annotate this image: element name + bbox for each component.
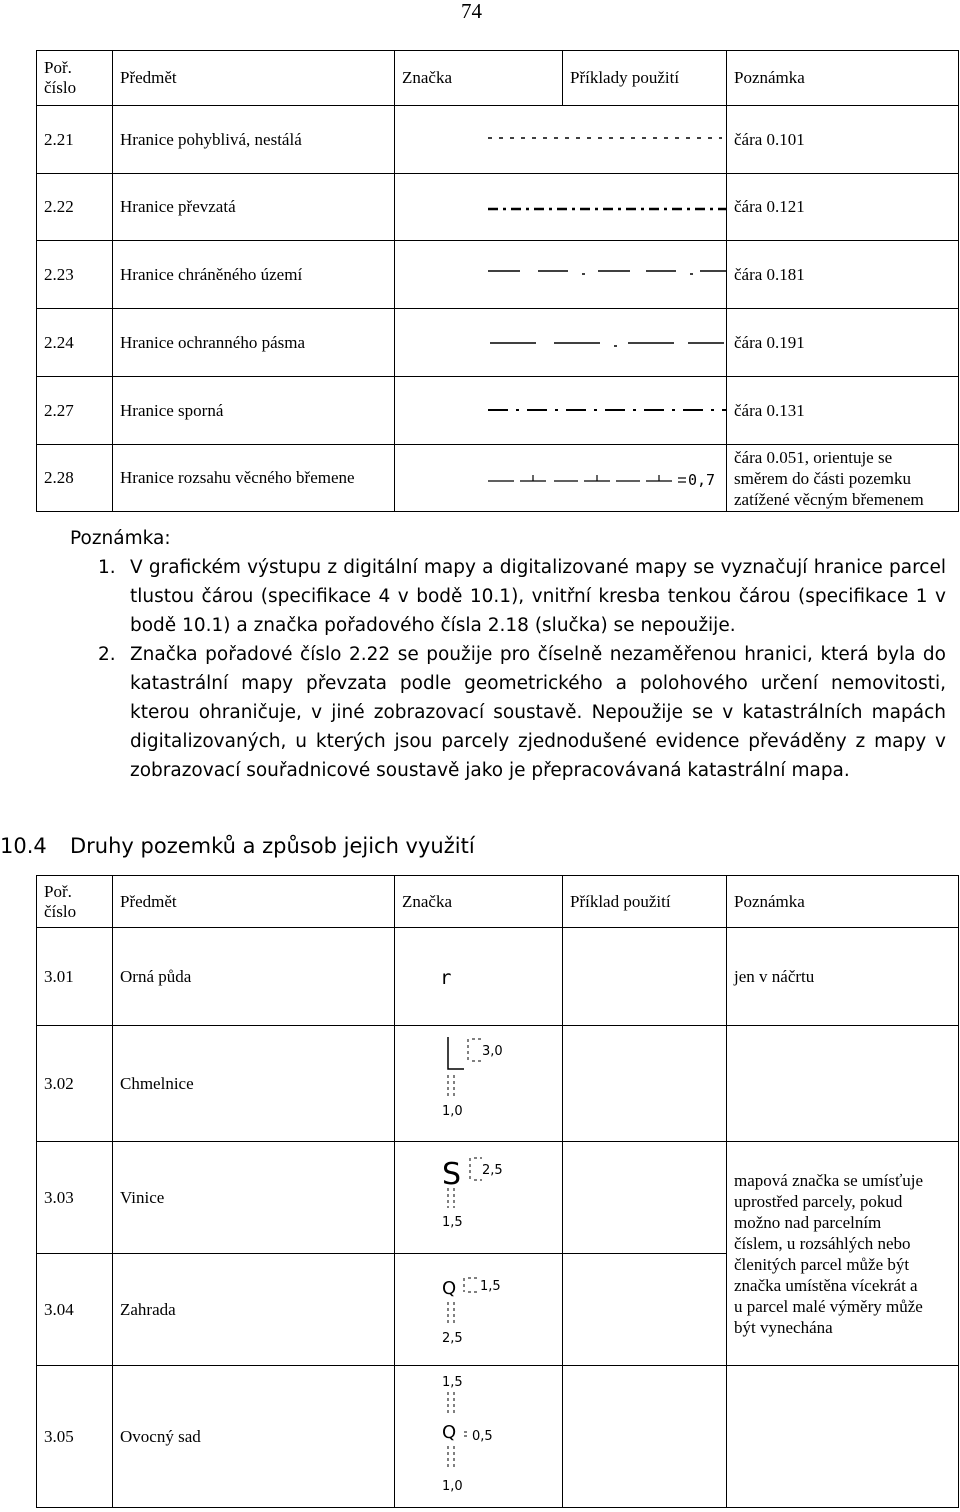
row-symbol xyxy=(395,1366,563,1508)
row-subject: Zahrada xyxy=(113,1254,395,1366)
garden-symbol-icon xyxy=(402,1260,552,1360)
table-header-row xyxy=(37,51,959,106)
hop-field-symbol-icon xyxy=(402,1029,552,1139)
dotted-line-icon xyxy=(402,130,722,150)
row-subject: Hranice rozsahu věcného břemene xyxy=(113,445,395,512)
row-symbol xyxy=(395,1026,563,1142)
row-example xyxy=(563,1026,727,1142)
table-row xyxy=(37,1142,959,1254)
notes-block xyxy=(70,524,946,785)
symbol-char: r xyxy=(440,966,452,989)
row-number: 2.28 xyxy=(37,445,113,512)
row-symbol xyxy=(395,174,727,241)
table-row xyxy=(37,377,959,445)
header-examples: Příklady použití xyxy=(563,51,727,106)
row-subject: Hranice ochranného pásma xyxy=(113,309,395,377)
header-subject: Předmět xyxy=(113,51,395,106)
row-number: 3.05 xyxy=(37,1366,113,1508)
header-note: Poznámka xyxy=(727,51,959,106)
header-subject: Předmět xyxy=(113,876,395,928)
dash-dot-line-icon xyxy=(402,401,727,421)
header-number: Poř. číslo xyxy=(37,876,113,928)
dimension-label: 1,5 xyxy=(480,1278,501,1294)
table-row xyxy=(37,928,959,1026)
table-row xyxy=(37,174,959,241)
header-number: Poř. číslo xyxy=(37,51,113,106)
dimension-label: 1,0 xyxy=(442,1103,463,1119)
row-symbol xyxy=(395,241,727,309)
row-example xyxy=(563,1142,727,1254)
row-subject: Chmelnice xyxy=(113,1026,395,1142)
table-row xyxy=(37,1026,959,1142)
tick-line-icon xyxy=(402,466,727,490)
note-item: 1. V grafickém výstupu z digitální mapy a digitalizované mapy se vyznačují hranice parcel tlustou čárou (specifikace 4 v bodě 10.1), vnitřní kresba tenkou čárou (specifikace 1 v bodě 10.1) a značka pořadového čísla 2.18 (slučka) se nepoužije. xyxy=(98,557,946,636)
row-subject: Vinice xyxy=(113,1142,395,1254)
long-dash-line-icon xyxy=(402,333,727,353)
row-symbol xyxy=(395,106,727,174)
row-note: čára 0.051, orientuje se směrem do části pozemku zatížené věcným břemenem xyxy=(727,445,959,512)
row-symbol xyxy=(395,1142,563,1254)
table-row xyxy=(37,1366,959,1508)
arable-land-symbol-icon xyxy=(402,962,542,992)
row-note: čára 0.131 xyxy=(727,377,959,445)
row-example xyxy=(563,1254,727,1366)
long-dash-dot-line-icon xyxy=(402,265,727,285)
symbol-char: Q xyxy=(442,1277,457,1299)
row-number: 3.01 xyxy=(37,928,113,1026)
symbol-char: Q xyxy=(442,1421,457,1443)
row-subject: Ovocný sad xyxy=(113,1366,395,1508)
row-example xyxy=(563,1366,727,1508)
row-note xyxy=(727,1366,959,1508)
row-note: čára 0.191 xyxy=(727,309,959,377)
header-note: Poznámka xyxy=(727,876,959,928)
dimension-label: 0,7 xyxy=(688,471,716,489)
header-symbol: Značka xyxy=(395,51,563,106)
dimension-label: 2,5 xyxy=(482,1162,503,1178)
row-symbol xyxy=(395,309,727,377)
dimension-label: 2,5 xyxy=(442,1330,463,1346)
header-symbol: Značka xyxy=(395,876,563,928)
dimension-label: 1,0 xyxy=(442,1478,463,1494)
row-number: 2.24 xyxy=(37,309,113,377)
row-note: čára 0.121 xyxy=(727,174,959,241)
row-symbol xyxy=(395,377,727,445)
row-note: čára 0.181 xyxy=(727,241,959,309)
symbol-char: S xyxy=(442,1156,462,1192)
table-row xyxy=(37,445,959,512)
row-number: 3.04 xyxy=(37,1254,113,1366)
row-number: 3.02 xyxy=(37,1026,113,1142)
row-note: jen v náčrtu xyxy=(727,928,959,1026)
row-number: 2.22 xyxy=(37,174,113,241)
row-subject: Orná půda xyxy=(113,928,395,1026)
shared-note: mapová značka se umísťuje uprostřed parcely, pokud možno nad parcelním číslem, u rozsáhlých nebo členitých parcel může být značka umístěna vícekrát a u parcel malé výměry může být vynechána xyxy=(727,1142,959,1366)
table-row xyxy=(37,106,959,174)
row-subject: Hranice sporná xyxy=(113,377,395,445)
dimension-label: 0,5 xyxy=(472,1428,493,1444)
row-number: 2.27 xyxy=(37,377,113,445)
boundary-symbols-table xyxy=(36,50,959,512)
row-example xyxy=(563,928,727,1026)
land-types-table xyxy=(36,875,959,1508)
row-number: 2.23 xyxy=(37,241,113,309)
vineyard-symbol-icon xyxy=(402,1148,552,1248)
row-symbol xyxy=(395,1254,563,1366)
row-number: 2.21 xyxy=(37,106,113,174)
table-header-row xyxy=(37,876,959,928)
orchard-symbol-icon xyxy=(402,1370,552,1504)
row-subject: Hranice chráněného území xyxy=(113,241,395,309)
table-row xyxy=(37,309,959,377)
notes-title: Poznámka: xyxy=(70,528,171,549)
table-row xyxy=(37,241,959,309)
dimension-label: 1,5 xyxy=(442,1374,463,1390)
row-symbol xyxy=(395,445,727,512)
row-number: 3.03 xyxy=(37,1142,113,1254)
dimension-label: 3,0 xyxy=(482,1043,503,1059)
row-note: čára 0.101 xyxy=(727,106,959,174)
row-symbol xyxy=(395,928,563,1026)
dimension-label: 1,5 xyxy=(442,1214,463,1230)
row-subject: Hranice pohyblivá, nestálá xyxy=(113,106,395,174)
header-example: Příklad použití xyxy=(563,876,727,928)
dash-dot-short-line-icon xyxy=(402,197,727,217)
note-item: 2. Značka pořadové číslo 2.22 se použije pro číselně nezaměřenou hranici, která byla do katastrální mapy převzata podle geometrického a polohového určení nemovitosti, kterou ohraničuje, v jiné zobrazovací soustavě. Nepoužije se v katastrálních mapách digitalizovaných, u kterých jsou parcely zjednodušené evidence převáděny z mapy v zobrazovací souřadnicové soustavě jako je přepracovávaná katastrální mapa. xyxy=(98,644,946,781)
row-note xyxy=(727,1026,959,1142)
row-subject: Hranice převzatá xyxy=(113,174,395,241)
